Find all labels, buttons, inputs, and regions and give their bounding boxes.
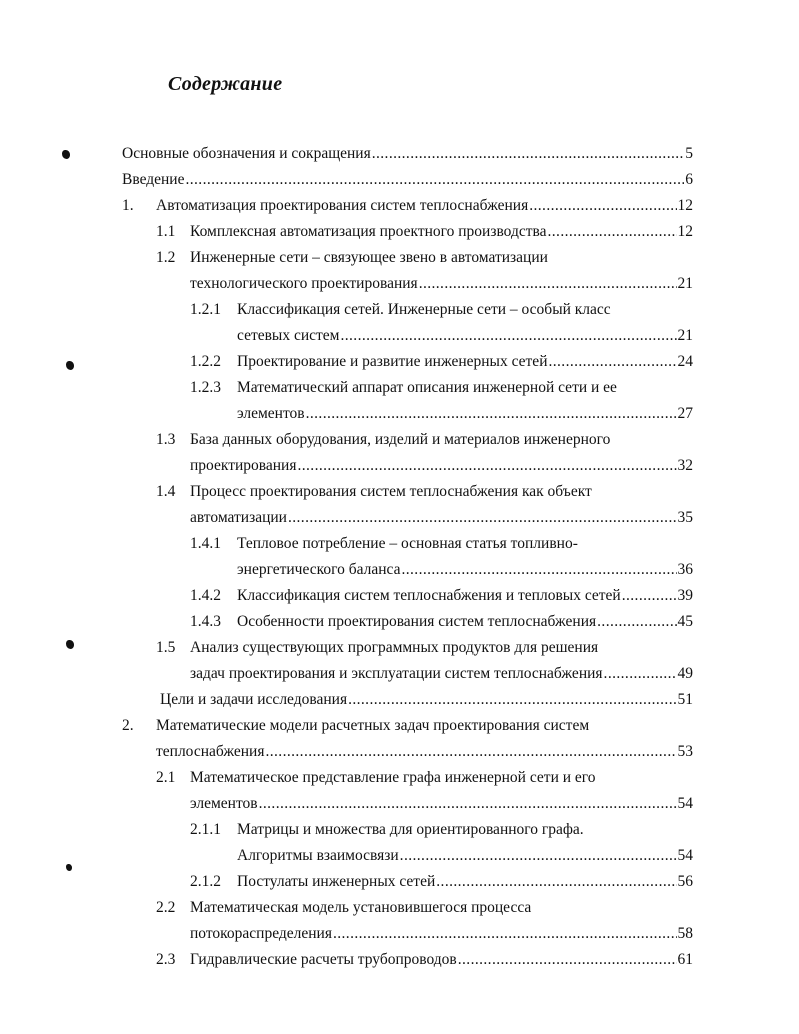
toc-number: 1.2.1 [190,301,221,318]
scan-artifact [66,864,72,871]
toc-leader-dots [458,949,677,971]
toc-entry-text: Тепловое потребление – основная статья топливно- [237,535,578,552]
toc-leader-dots [604,663,677,685]
toc-entry[interactable] [190,897,693,919]
toc-leader-dots [400,845,677,867]
toc-number: 2.1 [156,769,176,786]
toc-entry[interactable] [190,507,693,529]
toc-number: 1.3 [156,431,176,448]
toc-entry[interactable] [190,429,693,451]
toc-entry[interactable] [190,949,693,971]
toc-entry[interactable] [190,637,693,659]
toc-leader-dots [419,273,677,295]
toc-entry-text: Математическая модель установившегося процесса [190,899,532,916]
toc-entry[interactable] [190,221,693,243]
toc-leader-dots [348,689,676,711]
page-title: Содержание [168,73,283,95]
toc-page-number: 61 [677,951,693,968]
toc-entry-text: теплоснабжения [156,743,265,760]
toc-page-number: 27 [677,405,693,422]
toc-leader-dots [529,195,676,217]
toc-entry[interactable] [190,663,693,685]
toc-entry-text: технологического проектирования [190,275,418,292]
toc-page-number: 56 [677,873,693,890]
toc-page-number: 45 [677,613,693,630]
toc-entry-text: Классификация систем теплоснабжения и тепловых сетей [237,587,621,604]
toc-page-number: 6 [685,171,693,188]
toc-number: 1.2 [156,249,176,266]
toc-entry[interactable] [122,169,693,191]
toc-entry-text: сетевых систем [237,327,340,344]
toc-page-number: 35 [677,509,693,526]
toc-number: 1.4.1 [190,535,221,552]
toc-entry[interactable] [190,481,693,503]
toc-entry[interactable] [237,845,693,867]
toc-entry-text: Цели и задачи исследования [160,691,348,708]
toc-entry-text: элементов [237,405,305,422]
toc-leader-dots [622,585,677,607]
toc-entry-text: Инженерные сети – связующее звено в автоматизации [190,249,548,266]
toc-page-number: 51 [677,691,693,708]
toc-page-number: 39 [677,587,693,604]
toc-leader-dots [333,923,677,945]
toc-entry[interactable] [156,195,693,217]
toc-entry-text: Проектирование и развитие инженерных сетей [237,353,548,370]
toc-number: 1.4 [156,483,176,500]
toc-entry[interactable] [237,377,693,399]
toc-number: 1.1 [156,223,176,240]
toc-entry[interactable] [190,455,693,477]
toc-entry-text: Математические модели расчетных задач проектирования систем [156,717,590,734]
toc-entry-text: Основные обозначения и сокращения [122,145,371,162]
toc-leader-dots [401,559,676,581]
toc-entry[interactable] [237,559,693,581]
toc-entry-text: проектирования [190,457,297,474]
toc-entry[interactable] [156,715,693,737]
toc-entry-text: Введение [122,171,185,188]
toc-entry-text: Комплексная автоматизация проектного производства [190,223,547,240]
toc-page-number: 54 [677,795,693,812]
toc-entry-text: элементов [190,795,258,812]
toc-page-number: 12 [677,197,693,214]
toc-page-number: 32 [677,457,693,474]
toc-leader-dots [597,611,676,633]
toc-leader-dots [372,143,685,165]
toc-entry-text: Математический аппарат описания инженерной сети и ее [237,379,617,396]
toc-page-number: 49 [677,665,693,682]
toc-entry-text: Матрицы и множества для ориентированного графа. [237,821,584,838]
toc-page-number: 21 [677,275,693,292]
toc-leader-dots [548,351,676,373]
toc-number: 2.1.2 [190,873,221,890]
toc-leader-dots [306,403,677,425]
scan-artifact [66,640,74,649]
toc-entry[interactable] [190,767,693,789]
toc-page-number: 24 [677,353,693,370]
toc-page-number: 36 [677,561,693,578]
toc-leader-dots [185,169,684,191]
toc-entry[interactable] [237,533,693,555]
toc-page-number: 58 [677,925,693,942]
toc-page-number: 54 [677,847,693,864]
toc-number: 2.2 [156,899,176,916]
toc-entry-text: База данных оборудования, изделий и материалов инженерного [190,431,611,448]
toc-number: 1. [122,197,134,214]
toc-leader-dots [340,325,676,347]
toc-page-number: 21 [677,327,693,344]
toc-entry[interactable] [237,585,693,607]
toc-number: 1.2.2 [190,353,221,370]
toc-entry-text: Постулаты инженерных сетей [237,873,436,890]
toc-entry[interactable] [160,689,693,711]
toc-entry-text: Процесс проектирования систем теплоснабжения как объект [190,483,592,500]
toc-entry[interactable] [237,351,693,373]
toc-number: 1.4.3 [190,613,221,630]
toc-leader-dots [265,741,676,763]
toc-page-number: 5 [685,145,693,162]
toc-entry-text: Автоматизация проектирования систем теплоснабжения [156,197,529,214]
toc-leader-dots [436,871,676,893]
scan-artifact [62,150,70,159]
toc-entry-text: Особенности проектирования систем теплоснабжения [237,613,597,630]
toc-number: 2. [122,717,134,734]
toc-leader-dots [259,793,677,815]
toc-entry[interactable] [122,143,693,165]
toc-number: 1.2.3 [190,379,221,396]
toc-leader-dots [288,507,677,529]
toc-entry-text: автоматизации [190,509,287,526]
toc-entry[interactable] [156,741,693,763]
toc-number: 1.4.2 [190,587,221,604]
toc-entry-text: энергетического баланса [237,561,401,578]
toc-leader-dots [548,221,677,243]
toc-entry[interactable] [190,923,693,945]
toc-entry[interactable] [237,871,693,893]
toc-entry-text: Гидравлические расчеты трубопроводов [190,951,457,968]
toc-entry[interactable] [190,273,693,295]
toc-number: 2.3 [156,951,176,968]
toc-entry[interactable] [190,793,693,815]
toc-number: 1.5 [156,639,176,656]
toc-entry-text: Математическое представление графа инженерной сети и его [190,769,596,786]
toc-entry-text: потокораспределения [190,925,332,942]
toc-entry[interactable] [237,325,693,347]
toc-page-number: 53 [677,743,693,760]
toc-entry[interactable] [237,299,693,321]
toc-number: 2.1.1 [190,821,221,838]
toc-entry-text: задач проектирования и эксплуатации систем теплоснабжения [190,665,603,682]
toc-entry[interactable] [190,247,693,269]
toc-entry[interactable] [237,611,693,633]
toc-entry[interactable] [237,819,693,841]
toc-page-number: 12 [677,223,693,240]
scan-artifact [66,361,74,370]
toc-entry-text: Алгоритмы взаимосвязи [237,847,399,864]
toc-entry[interactable] [237,403,693,425]
toc-entry-text: Классификация сетей. Инженерные сети – особый класс [237,301,611,318]
toc-leader-dots [297,455,676,477]
toc-entry-text: Анализ существующих программных продуктов для решения [190,639,599,656]
